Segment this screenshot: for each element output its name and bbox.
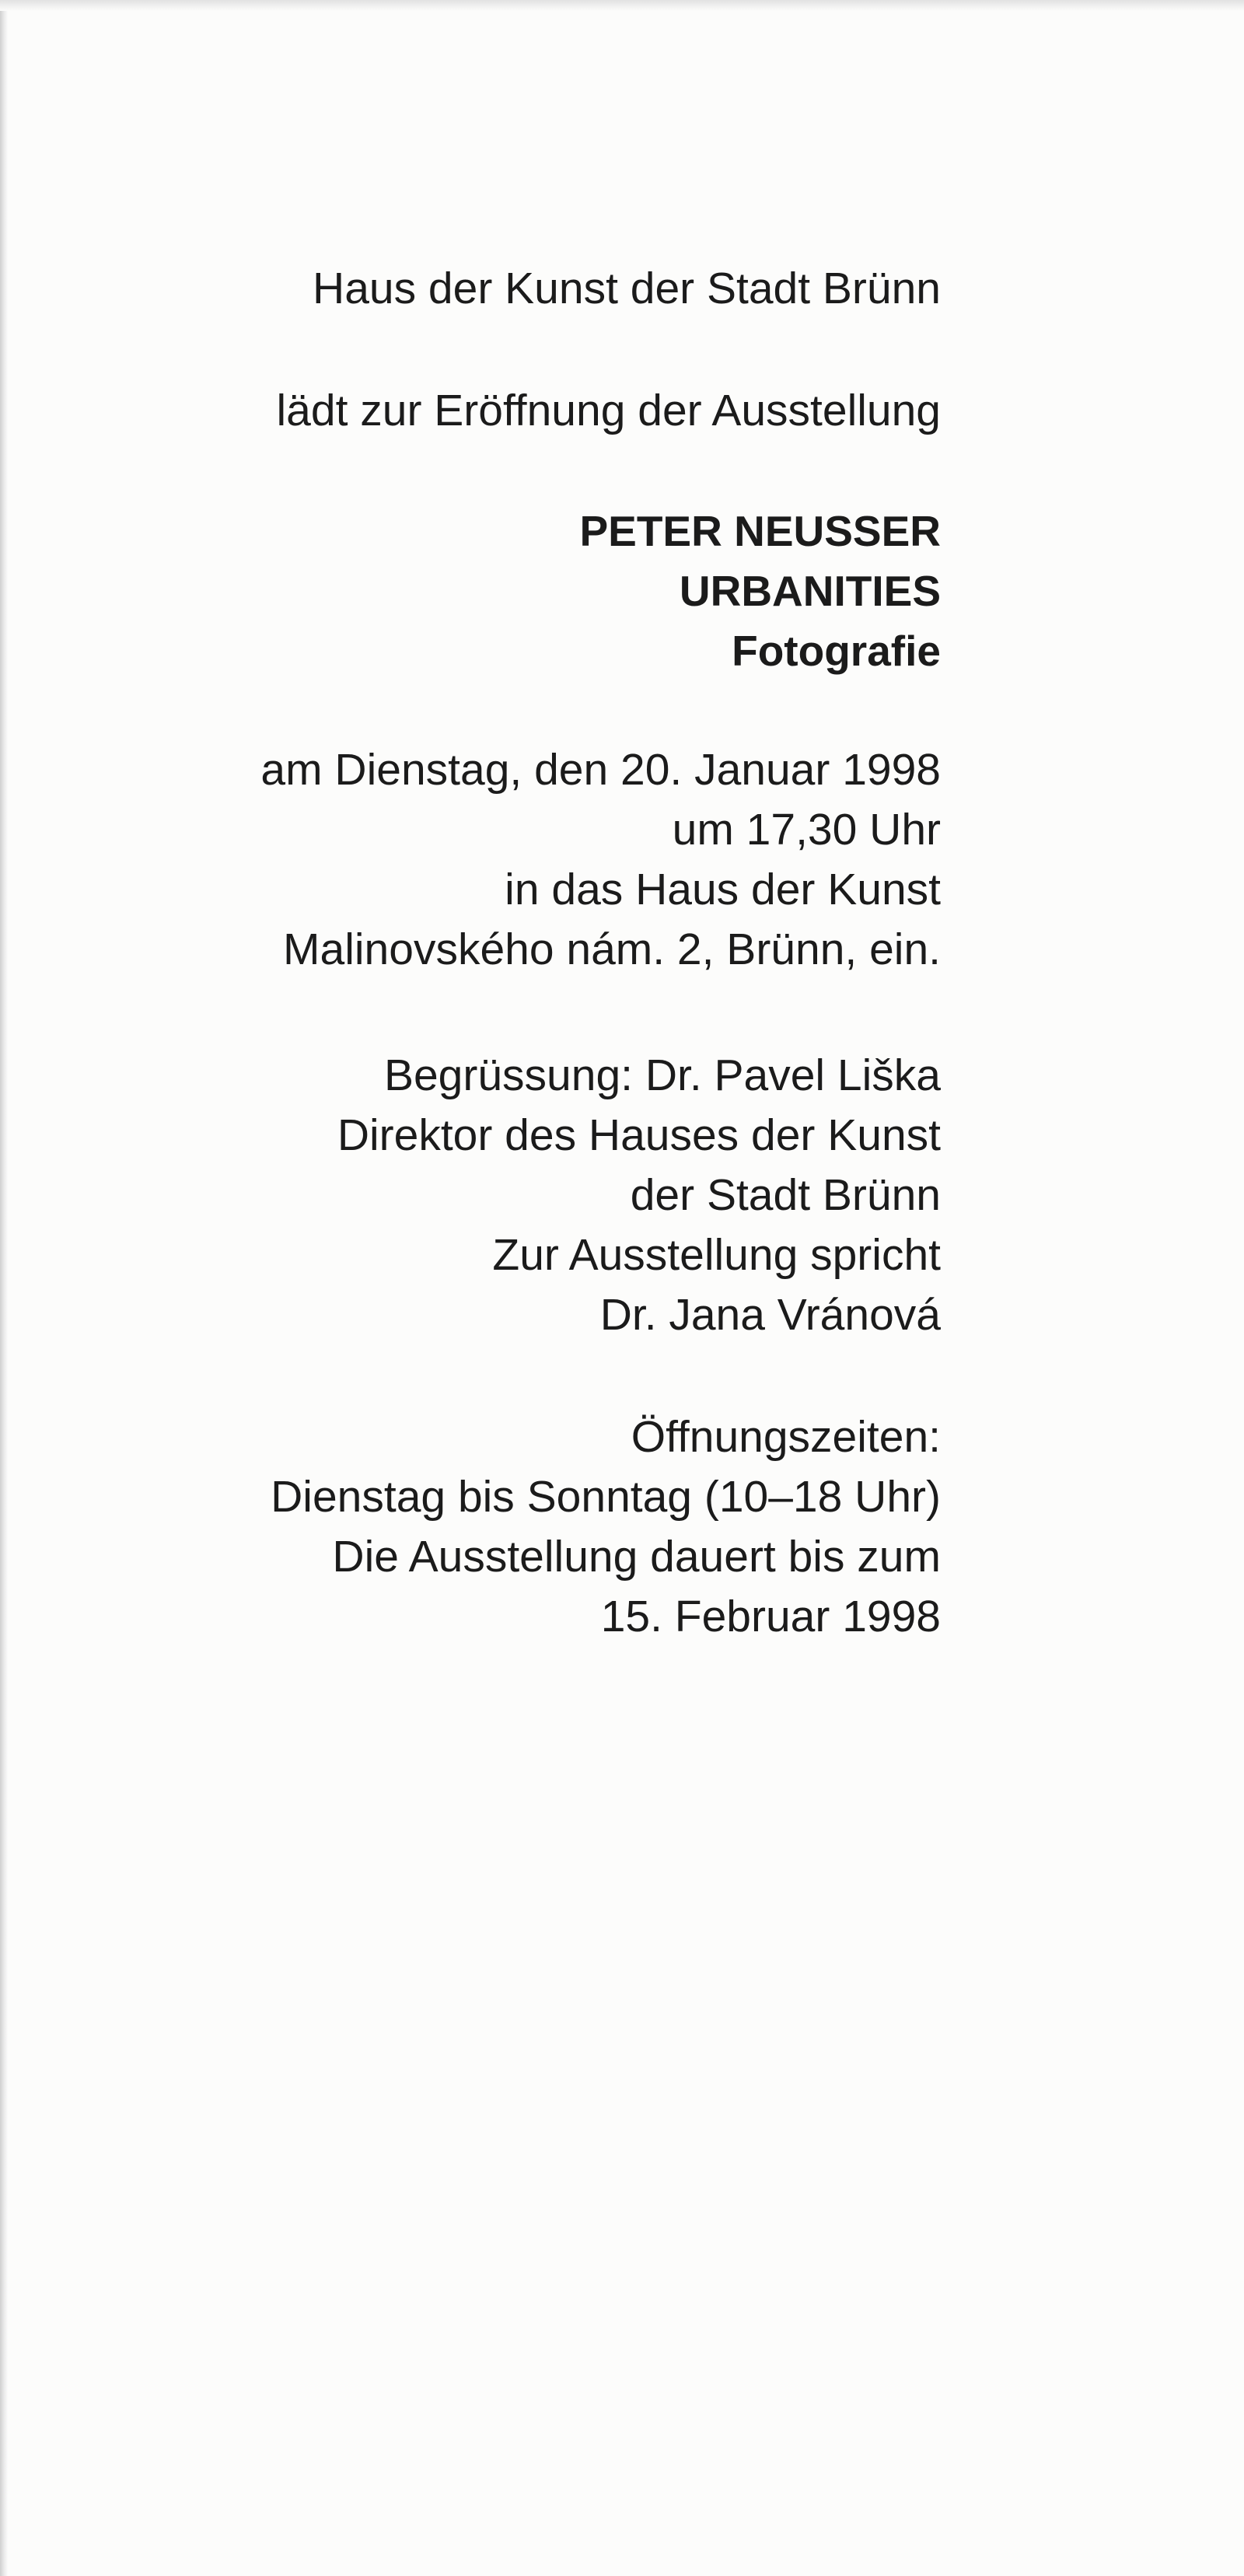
opening-hours-block	[117, 1407, 941, 1647]
opening-hours-days: Dienstag bis Sonntag (10–18 Uhr)	[271, 1472, 941, 1522]
opening-hours-heading: Öffnungszeiten:	[631, 1412, 941, 1462]
exhibition-medium: Fotografie	[732, 627, 941, 675]
paper-edge-shadow	[0, 0, 8, 2576]
artist-name: PETER NEUSSER	[579, 507, 941, 555]
event-venue: in das Haus der Kunst	[505, 865, 941, 914]
welcome-speaker-role: Direktor des Hauses der Kunst	[337, 1110, 941, 1160]
speaker-intro: Zur Ausstellung spricht	[492, 1230, 941, 1280]
event-date: am Dienstag, den 20. Januar 1998	[260, 745, 941, 795]
exhibition-block	[117, 502, 941, 681]
speaker-name: Dr. Jana Vránová	[599, 1290, 941, 1340]
exhibition-title: URBANITIES	[679, 567, 941, 615]
exhibition-duration: Die Ausstellung dauert bis zum	[332, 1532, 941, 1582]
welcome-speaker: Begrüssung: Dr. Pavel Liška	[383, 1050, 941, 1100]
exhibition-end-date: 15. Februar 1998	[600, 1592, 941, 1641]
host-block	[117, 259, 941, 319]
invite-text: lädt zur Eröffnung der Ausstellung	[276, 386, 941, 435]
paper-top-shadow	[0, 0, 1244, 11]
event-address: Malinovského nám. 2, Brünn, ein.	[283, 924, 941, 974]
welcome-speaker-role-continued: der Stadt Brünn	[630, 1170, 941, 1220]
event-time: um 17,30 Uhr	[672, 805, 941, 855]
invite-block	[117, 381, 941, 441]
speakers-block	[117, 1046, 941, 1345]
host-name: Haus der Kunst der Stadt Brünn	[313, 264, 941, 313]
event-details-block	[117, 740, 941, 980]
